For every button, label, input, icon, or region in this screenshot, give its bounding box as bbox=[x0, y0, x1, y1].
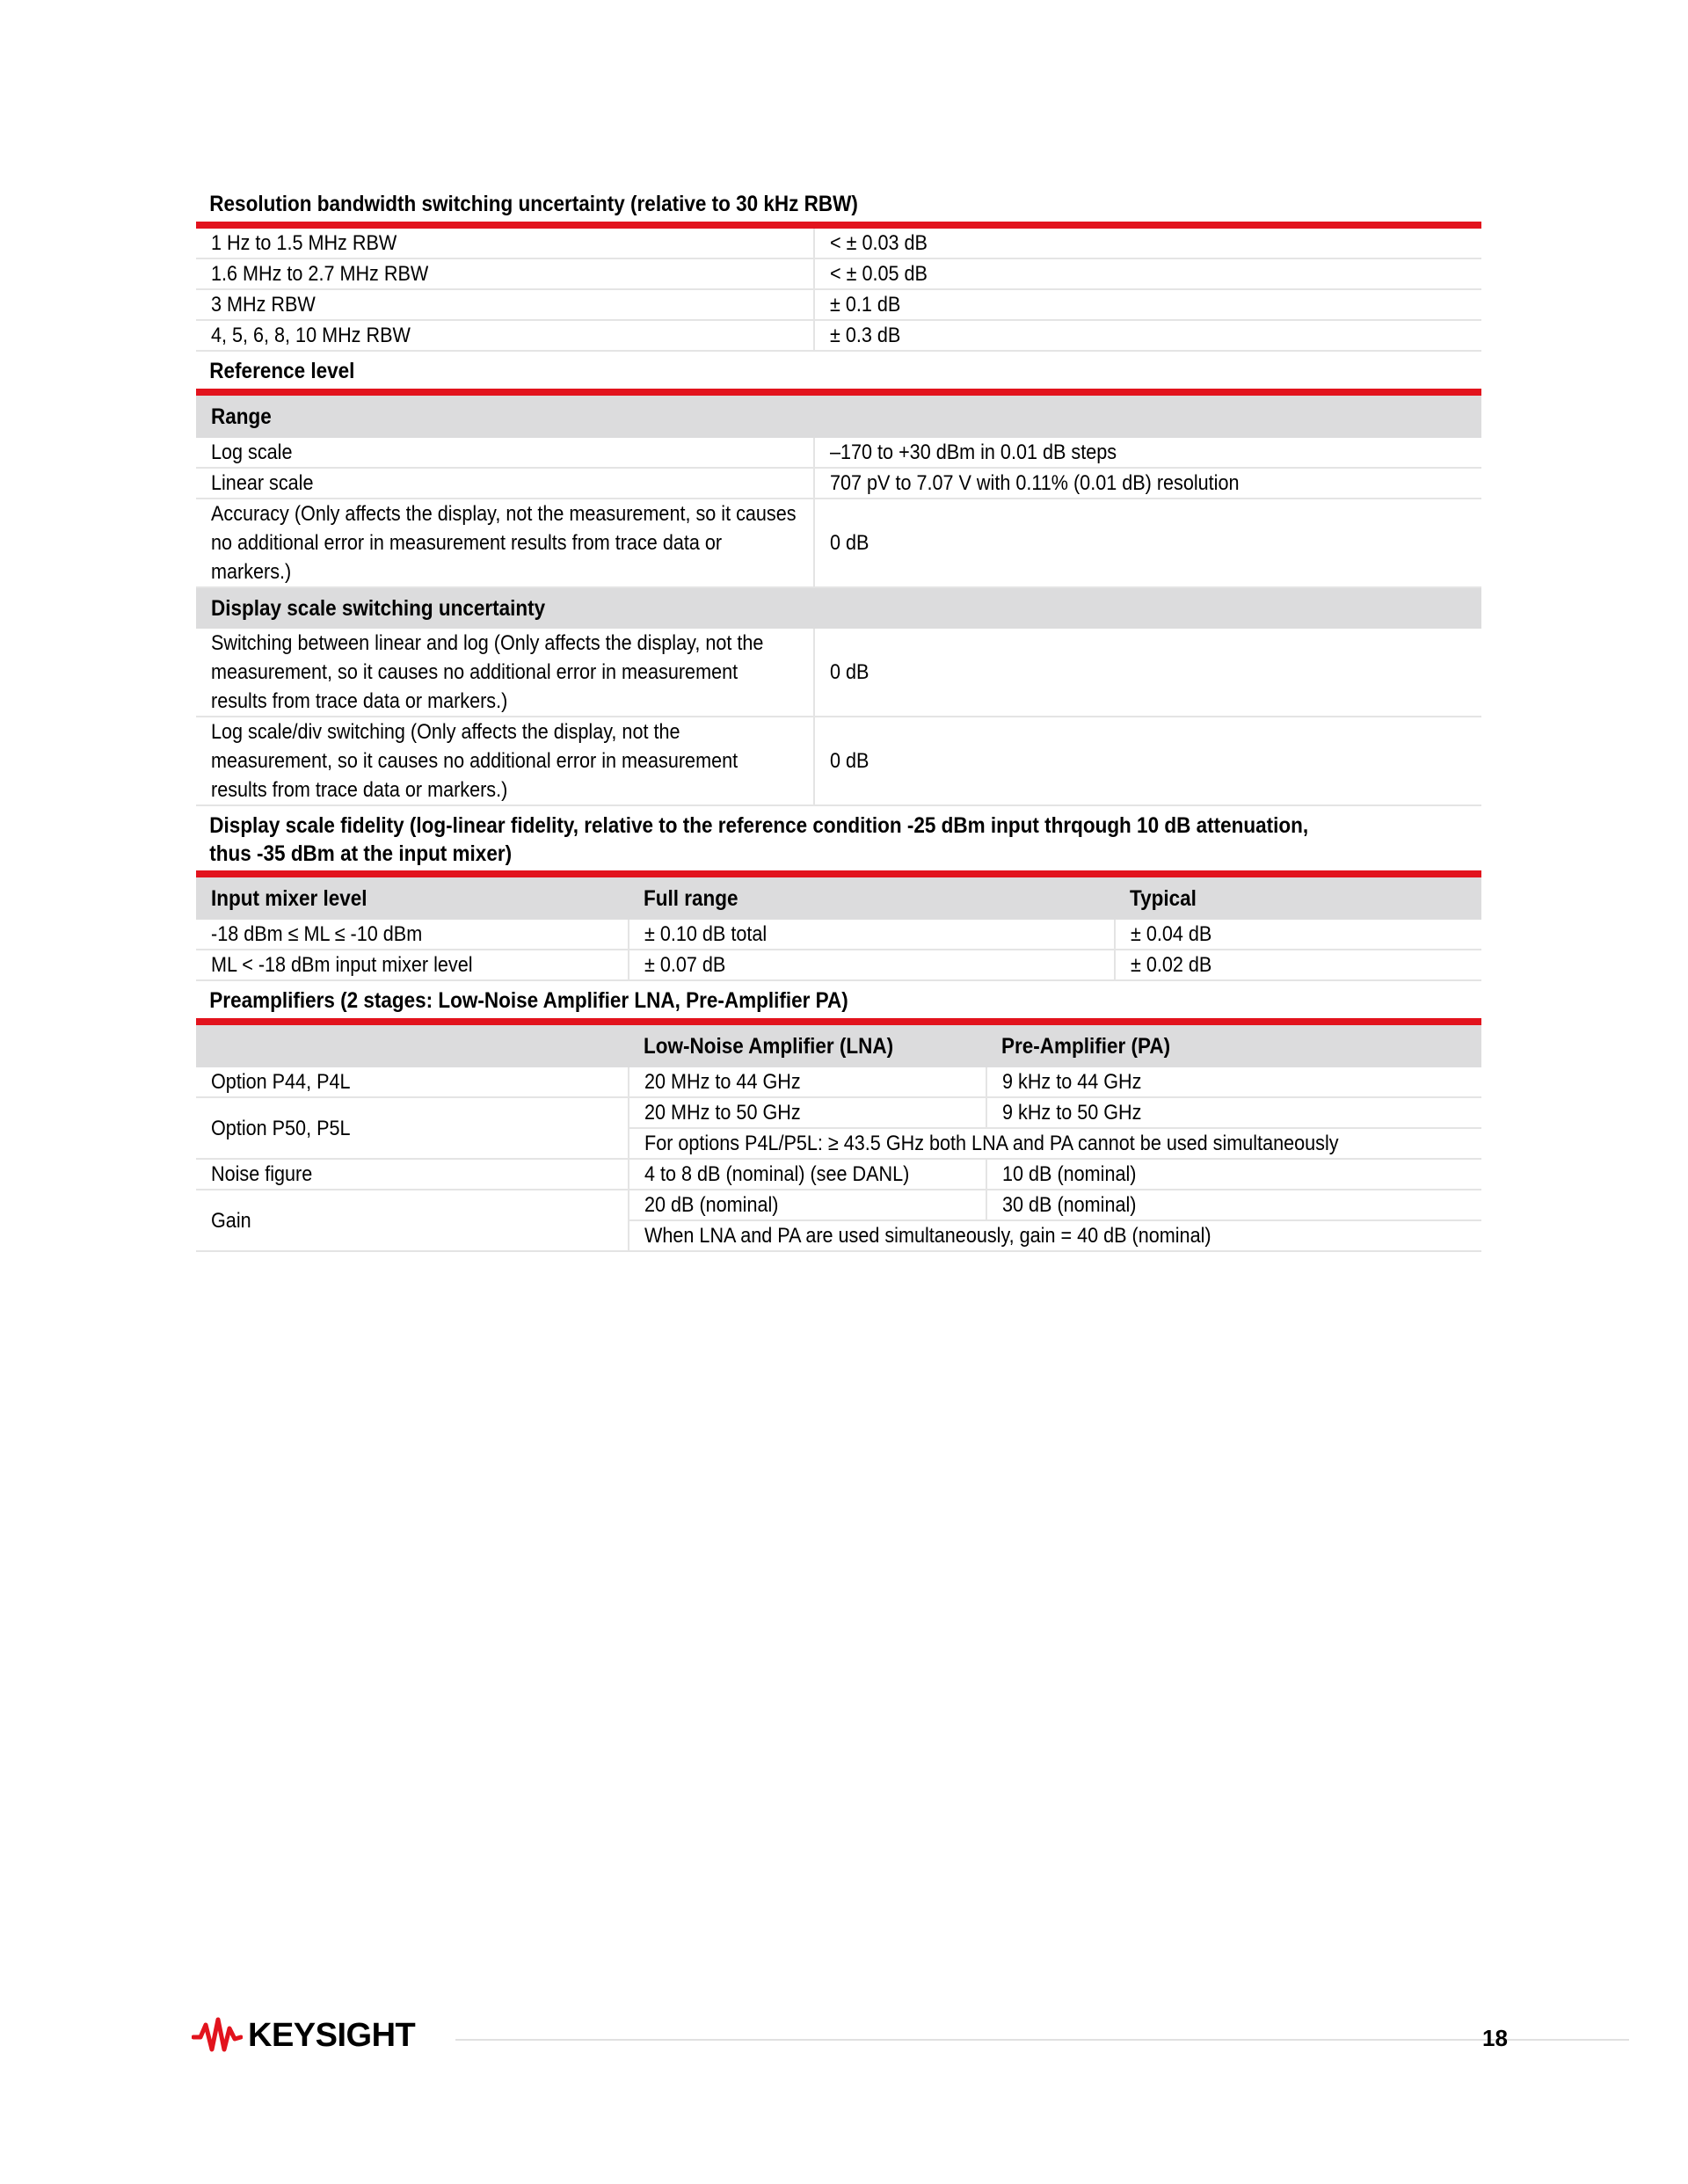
table-row: Switching between linear and log (Only affects the display, not the measurement, so it causes no additional error in measurement results from trace data or markers.) 0 dB bbox=[196, 629, 1481, 717]
spec-content bbox=[196, 185, 1481, 1252]
preamp-table bbox=[196, 1025, 1481, 1252]
red-divider bbox=[196, 222, 1481, 229]
preamp-title: Preamplifiers (2 stages: Low-Noise Amplifier LNA, Pre-Amplifier PA) bbox=[209, 988, 848, 1013]
rbw-section-title: Resolution bandwidth switching uncertainty (relative to 30 kHz RBW) bbox=[209, 192, 858, 216]
ref-level-table bbox=[196, 396, 1481, 806]
table-row: Linear scale 707 pV to 7.07 V with 0.11% (0.01 dB) resolution bbox=[196, 468, 1481, 499]
red-divider bbox=[196, 870, 1481, 877]
table-row: For options P4L/P5L: ≥ 43.5 GHz both LNA and PA cannot be used simultaneously bbox=[196, 1128, 1481, 1159]
switching-header-row: Display scale switching uncertainty bbox=[196, 587, 1481, 629]
keysight-logo bbox=[192, 2016, 415, 2055]
table-row: 1.6 MHz to 2.7 MHz RBW < ± 0.05 dB bbox=[196, 258, 1481, 289]
keysight-wave-icon bbox=[192, 2016, 243, 2055]
fidelity-title: Display scale fidelity (log-linear fidelity, relative to the reference condition -25 dBm input thrqough 10 dB attenuation, thus -35 dBm at the input mixer) bbox=[209, 813, 1309, 866]
table-row: Gain 20 dB (nominal) 30 dB (nominal) bbox=[196, 1190, 1481, 1220]
rbw-table bbox=[196, 229, 1481, 352]
table-row: Log scale –170 to +30 dBm in 0.01 dB steps bbox=[196, 438, 1481, 468]
brand-wordmark: KEYSIGHT bbox=[248, 2016, 416, 2054]
table-row: 3 MHz RBW ± 0.1 dB bbox=[196, 289, 1481, 320]
preamp-header-row: Low-Noise Amplifier (LNA) Pre-Amplifier (PA) bbox=[196, 1025, 1481, 1067]
footer-divider bbox=[455, 2039, 1629, 2041]
range-header-row: Range bbox=[196, 396, 1481, 438]
fidelity-table bbox=[196, 877, 1481, 981]
table-row: When LNA and PA are used simultaneously, gain = 40 dB (nominal) bbox=[196, 1220, 1481, 1251]
page-number: 18 bbox=[1482, 2025, 1508, 2051]
page-footer bbox=[192, 2016, 1510, 2069]
red-divider bbox=[196, 1018, 1481, 1025]
table-row: Log scale/div switching (Only affects the display, not the measurement, so it causes no additional error in measurement results from trace data or markers.) 0 dB bbox=[196, 717, 1481, 805]
table-row: Accuracy (Only affects the display, not the measurement, so it causes no additional error in measurement results from trace data or markers.) 0 dB bbox=[196, 499, 1481, 587]
table-row: -18 dBm ≤ ML ≤ -10 dBm ± 0.10 dB total ± 0.04 dB bbox=[196, 920, 1481, 950]
table-row: Option P50, P5L 20 MHz to 50 GHz 9 kHz to 50 GHz bbox=[196, 1097, 1481, 1128]
table-row: Noise figure 4 to 8 dB (nominal) (see DANL) 10 dB (nominal) bbox=[196, 1159, 1481, 1190]
table-row: Option P44, P4L 20 MHz to 44 GHz 9 kHz to 44 GHz bbox=[196, 1067, 1481, 1097]
fidelity-header-row: Input mixer level Full range Typical bbox=[196, 877, 1481, 920]
table-row: 4, 5, 6, 8, 10 MHz RBW ± 0.3 dB bbox=[196, 320, 1481, 351]
ref-level-title: Reference level bbox=[209, 359, 355, 383]
red-divider bbox=[196, 389, 1481, 396]
table-row: 1 Hz to 1.5 MHz RBW < ± 0.03 dB bbox=[196, 229, 1481, 258]
table-row: ML < -18 dBm input mixer level ± 0.07 dB ± 0.02 dB bbox=[196, 950, 1481, 980]
